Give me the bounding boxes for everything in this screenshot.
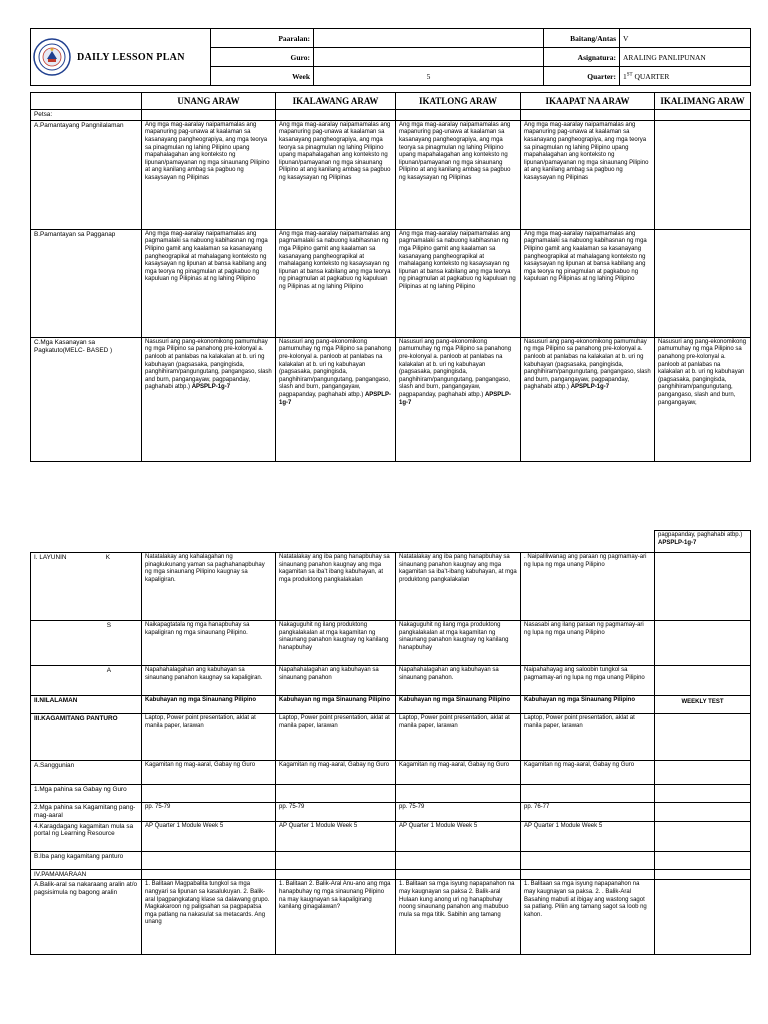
kagamitang-panturo-row <box>31 714 751 761</box>
table-cell <box>655 869 751 880</box>
quarter-value <box>620 67 751 86</box>
pamamaraan-row <box>31 869 751 880</box>
table-cell: Kabuhayan ng mga Sinaunang Pilipino <box>142 696 276 714</box>
table-cell <box>396 869 521 880</box>
table-cell <box>142 337 276 461</box>
table-cell <box>655 229 751 337</box>
layunin-label: I. LAYUNIN <box>34 554 67 561</box>
table-cell: 1. Balitaan sa mga isyung napapanahon na may kaugnayan sa paksa. 2. . Balik-Aral Basahing mabuti at ibigay ang wastong sagot sa patlang. Piliin ang tamang sagot sa loob ng kahon. <box>521 880 655 955</box>
table-cell <box>521 851 655 869</box>
week-value: 5 <box>314 67 544 86</box>
table-cell <box>521 785 655 803</box>
deped-seal-icon <box>33 38 71 76</box>
paaralan-value <box>314 29 544 48</box>
row-label: 2.Mga pahina sa Kagamitang pang-mag-aaral <box>31 803 142 822</box>
day-header-row <box>31 93 751 110</box>
day-header: IKAAPAT NA ARAW <box>521 93 655 110</box>
day-header: IKATLONG ARAW <box>396 93 521 110</box>
paaralan-label: Paaralan: <box>211 29 314 48</box>
page-title: DAILY LESSON PLAN <box>77 51 185 63</box>
table-cell <box>655 531 751 553</box>
row-label: A.Sanggunian <box>31 761 142 785</box>
table-cell <box>655 110 751 121</box>
kasanayan-text: Nasusuri ang pang-ekonomikong pamumuhay ng mga Pilipino sa panahong pre-kolonyal a. panloob at panlabas na kalakalan at b. uri ng kabuhayan (pagsasaka, pangingisda, panghihiram/pangungutang, pangangaso, slash and burn, pangangayaw, pagpapanday, paghahabi atbp.) <box>145 338 272 391</box>
melc-code: APSPLP-1g-7 <box>399 391 511 406</box>
melc-code: APSPLP-1g-7 <box>570 384 610 391</box>
table-cell: 1. Balitaan sa mga isyung napapanahon na may kaugnayan sa paksa 2. Balik-aral Hulaan kung anong uri ng hanapbuhay noong sinaunang panahon ang mabubuo mula sa mga titik. Sabihin ang tamang <box>396 880 521 955</box>
layunin-k-row <box>31 553 751 621</box>
day-header: UNANG ARAW <box>142 93 276 110</box>
quarter-text: QUARTER <box>634 71 670 81</box>
quarter-label: Quarter: <box>544 67 620 86</box>
kasanayan-text: Nasusuri ang pang-ekonomikong pamumuhay ng mga Pilipino sa panahong pre-kolonyal a. panloob at panlabas na kalakalan at b. uri ng kabuhayan (pagsasaka, pangingisda, panghihiram/pangungutang, pangangaso, slash and burn, pangangayaw, pagpapanday, paghahabi atbp.) <box>399 338 512 398</box>
table-cell <box>655 621 751 666</box>
table-cell: Natatalakay ang iba pang hanapbuhay sa sinaunang panahon kaugnay ang mga kagamitan sa iba’t ibang kabuhayan, at mga produktong pangkalakalan <box>276 553 396 621</box>
karagdagang-kagamitan-row <box>31 821 751 851</box>
asignatura-label: Asignatura: <box>544 48 620 67</box>
table-cell: Napahahalagahan ang kabuhayan sa sinaunang panahon <box>276 666 396 696</box>
table-cell: Naikapagtatala ng mga hanapbuhay sa kapaligiran ng mga sinaunang Pilipino. <box>142 621 276 666</box>
lesson-plan-table-2 <box>30 530 750 955</box>
table-cell <box>396 110 521 121</box>
petsa-row <box>31 110 751 121</box>
table-cell: Ang mga mag-aaralay naipamamalas ang mapanuring pag-unawa at kaalaman sa kasanayang pangheograpiya, ang mga teorya sa pinagmulan ng lahing Pilipino upang mapahalagahan ang konteksto ng lipunan/pamayanan ng mga sinaunang Pilipino at ang kanilang ambag sa pagbuo ng kasaysayan ng Pilipinas <box>396 120 521 229</box>
petsa-label: Petsa: <box>31 110 142 121</box>
table-cell: Natatalakay ang kahalagahan ng pinagkukunang yaman sa paghahanapbuhay ng mga sinaunang Pilipino kaugnay sa kapaligiran. <box>142 553 276 621</box>
table-cell: Laptop, Power point presentation, aklat at manila paper, larawan <box>276 714 396 761</box>
layunin-a-row <box>31 666 751 696</box>
table-cell <box>276 110 396 121</box>
table-cell <box>276 851 396 869</box>
week-label: Week <box>211 67 314 86</box>
table-cell: AP Quarter 1 Module Week 5 <box>276 821 396 851</box>
table-cell <box>655 880 751 955</box>
row-label: III.KAGAMITANG PANTURO <box>31 714 142 761</box>
row-label: A.Balik-aral sa nakaraang aralin at/o pagsisimula ng bagong aralin <box>31 880 142 955</box>
table-cell <box>655 666 751 696</box>
table-cell <box>396 785 521 803</box>
table-cell: AP Quarter 1 Module Week 5 <box>396 821 521 851</box>
table-cell: Kabuhayan ng mga Sinaunang Pilipino <box>276 696 396 714</box>
table-cell <box>521 110 655 121</box>
table-cell: AP Quarter 1 Module Week 5 <box>142 821 276 851</box>
table-cell <box>521 337 655 461</box>
baitang-label: Baitang/Antas <box>544 29 620 48</box>
table-cell: Laptop, Power point presentation, aklat at manila paper, larawan <box>521 714 655 761</box>
quarter-number: 1 <box>623 71 627 81</box>
blank-cell <box>521 531 655 553</box>
table-cell: Ang mga mag-aaralay naipamamalas ang mapanuring pag-unawa at kaalaman sa kasanayang pangheograpiya, ang mga teorya sa pinagmulan ng lahing Pilipino upang mapahalagahan ang konteksto ng lipunan/pamayanan ng mga sinaunang Pilipino at ang kanilang ambag sa pagbuo ng kasaysayan ng Pilipinas <box>276 120 396 229</box>
blank-cell <box>142 531 276 553</box>
table-cell: Kabuhayan ng mga Sinaunang Pilipino <box>396 696 521 714</box>
blank-cell <box>276 531 396 553</box>
table-cell <box>142 785 276 803</box>
table-cell: pp. 75-79 <box>396 803 521 822</box>
table-cell <box>521 869 655 880</box>
table-cell: Ang mga mag-aaralay naipamamalas ang pagmamalaki sa nabuong kabihasnan ng mga Pilipino gamit ang kaalaman sa kasanayang pangheograpikal at mahalagang konteksto ng kasaysayan ng lipunan at bansa kabilang ang mga teorya ng pinagmulan at pagkabuo ng kapuluan ng Pilipinas at ng lahing Pilipino <box>142 229 276 337</box>
corner-cell <box>31 93 142 110</box>
guro-value <box>314 48 544 67</box>
table-cell <box>276 869 396 880</box>
table-cell <box>655 803 751 822</box>
table-cell: pp. 75-79 <box>142 803 276 822</box>
quarter-ordinal: ST <box>626 72 633 77</box>
row-label: C.Mga Kasanayan sa Pagkatuto(MELC- BASED ) <box>31 337 142 461</box>
table-cell <box>655 821 751 851</box>
table-cell: 1. Balitaan 2. Balik-Aral Anu-ano ang mga hanapbuhay ng mga sinaunang Pilipino na may kaugnayan sa kapaligirang kanilang ginagalawan? <box>276 880 396 955</box>
table-cell <box>142 851 276 869</box>
table-cell: Ang mga mag-aaralay naipamamalas ang pagmamalaki sa nabuong kabihasnan ng mga Pilipino gamit ang kaalaman sa kasanayang pangheograpikal at mahalagang konteksto ng kasaysayan ng lipunan at bansa kabilang ang mga teorya ng pinagmulan at pagkabuo ng kapuluan ng Pilipinas at ng lahing Pilipino <box>521 229 655 337</box>
table-cell: 1. Balitaan Magpabalita tungkol sa mga nangyari sa lipunan sa kasalukuyan. 2. Balik-aral Ipagpangkatang klase sa dalawang grupo. Magkakaroon ng paligsahan sa pagpapatsa mga patlang na nakasulat sa metacards. Ang unang <box>142 880 276 955</box>
header-logo-cell <box>31 29 211 86</box>
row-label: 1.Mga pahina sa Gabay ng Guro <box>31 785 142 803</box>
dlp-header <box>30 28 750 86</box>
table-cell <box>396 337 521 461</box>
melc-code: APSPLP-1g-7 <box>279 391 391 406</box>
table-cell <box>142 110 276 121</box>
weekly-test-label: WEEKLY TEST <box>655 696 751 714</box>
day-header: IKALAWANG ARAW <box>276 93 396 110</box>
row-label: 4.Karagdagang kagamitan mula sa portal ng Learning Resource <box>31 821 142 851</box>
table-cell <box>655 785 751 803</box>
table-cell: Ang mga mag-aaralay naipamamalas ang mapanuring pag-unawa at kaalaman sa kasanayang pangheograpiya, ang mga teorya sa pinagmulan ng lahing Pilipino upang mapahalagahan ang konteksto ng lipunan/pamayanan ng mga sinaunang Pilipino at ang kanilang ambag sa pagbuo ng kasaysayan ng Pilipinas <box>142 120 276 229</box>
table-cell: Natatalakay ang iba pang hanapbuhay sa sinaunang panahon kaugnay ang mga kagamitan sa iba’t-ibang kabuhayan, at mga produktong pangkalakalan <box>396 553 521 621</box>
iba-pang-kagamitan-row <box>31 851 751 869</box>
table-cell <box>396 851 521 869</box>
table-cell <box>655 120 751 229</box>
table-cell: Nasasabi ang ilang paraan ng pagmamay-ari ng lupa ng mga unang Pilipino <box>521 621 655 666</box>
melc-code: APSPLP-1g-7 <box>658 539 697 546</box>
table-cell: Kagamitan ng mag-aaral, Gabay ng Guro <box>276 761 396 785</box>
row-label: B.Pamantayan sa Pagganap <box>31 229 142 337</box>
table-cell: Kabuhayan ng mga Sinaunang Pilipino <box>521 696 655 714</box>
table-cell: Kagamitan ng mag-aaral, Gabay ng Guro <box>396 761 521 785</box>
layunin-a-label: A <box>31 666 142 696</box>
row-label <box>31 553 142 621</box>
table-cell <box>276 337 396 461</box>
baitang-value: V <box>620 29 751 48</box>
layunin-s-row <box>31 621 751 666</box>
nilalaman-row <box>31 696 751 714</box>
row-label: A.Pamantayang Pangnilalaman <box>31 120 142 229</box>
table-cell: pp. 76-77 <box>521 803 655 822</box>
table-cell: Ang mga mag-aaralay naipamamalas ang pagmamalaki sa nabuong kabihasnan ng mga Pilipino gamit ang kaalaman sa kasanayang pangheograpikal at mahalagang konteksto ng kasaysayan ng lipunan at bansa kabilang ang mga teorya ng pinagmulan at pagkabuo ng kapuluan ng Pilipinas at ng lahing Pilipino <box>396 229 521 337</box>
table-cell: Kagamitan ng mag-aaral, Gabay ng Guro <box>142 761 276 785</box>
layunin-k-label: K <box>105 554 110 561</box>
table-cell <box>655 714 751 761</box>
pamantayang-pangnilalaman-row <box>31 120 751 229</box>
table-cell <box>142 869 276 880</box>
table-cell: Nakaguguhit ng ilang produktong pangkalakalan at mga kagamitan ng sinaunang panahon kaugnay ng kanilang hanapbuhay <box>276 621 396 666</box>
sanggunian-row <box>31 761 751 785</box>
kasanayan-text: Nasusuri ang pang-ekonomikong pamumuhay ng mga Pilipino sa panahong pre-kolonyal a. panloob at panlabas na kalakalan at b. uri ng kabuhayan (pagsasaka, pangingisda, panghihiram/pangungutang, pangangaso, slash and burn, pangangayaw, pagpapanday, paghahabi atbp.) <box>279 338 392 398</box>
table-cell: Naipahahayag ang saloobin tungkol sa pagmamay-ari ng lupa ng mga unang Pilipino <box>521 666 655 696</box>
table-cell: Ang mga mag-aaralay naipamamalas ang mapanuring pag-unawa at kaalaman sa kasanayang pangheograpiya, ang mga teorya sa pinagmulan ng lahing Pilipino upang mapahalagahan ang konteksto ng lipunan/pamayanan ng mga sinaunang Pilipino at ang kanilang ambag sa pagbuo ng kasaysayan ng Pilipinas <box>521 120 655 229</box>
mga-kasanayan-row <box>31 337 751 461</box>
continuation-row <box>31 531 751 553</box>
table-cell: Laptop, Power point presentation, aklat at manila paper, larawan <box>396 714 521 761</box>
table-cell: Ang mga mag-aaralay naipamamalas ang pagmamalaki sa nabuong kabihasnan ng mga Pilipino gamit ang kaalaman sa kasanayang pangheograpikal at mahalagang konteksto ng kasaysayan ng lipunan at bansa kabilang ang mga teorya ng pinagmulan at pagkabuo ng kapuluan ng Pilipinas at ng lahing Pilipino <box>276 229 396 337</box>
table-cell: Kagamitan ng mag-aaral, Gabay ng Guro <box>521 761 655 785</box>
melc-code: APSPLP-1g-7 <box>191 384 231 391</box>
table-cell: Napahahalagahan ang kabuhayan sa sinaunang panahon kaugnay sa kapaligiran. <box>142 666 276 696</box>
table-cell <box>655 553 751 621</box>
table-cell: Nakaguguhit ng ilang mga produktong pangkalakalan at mga kagamitan ng sinaunang panahon kaugnay ng kanilang hanapbuhay <box>396 621 521 666</box>
layunin-s-label: S <box>31 621 142 666</box>
lesson-plan-table-1 <box>30 92 750 462</box>
table-cell: . Naipaliliwanag ang paraan ng pagmamay-ari ng lupa ng mga unang Pilipino <box>521 553 655 621</box>
row-label: IV.PAMAMARAAN <box>31 869 142 880</box>
table-cell: Napahahalagahan ang kabuhayan sa sinaunang panahon. <box>396 666 521 696</box>
kasanayan-text: pagpapanday, paghahabi atbp.) <box>658 532 743 538</box>
guro-label: Guro: <box>211 48 314 67</box>
blank-cell <box>396 531 521 553</box>
balik-aral-row <box>31 880 751 955</box>
table-cell: AP Quarter 1 Module Week 5 <box>521 821 655 851</box>
day-header: IKALIMANG ARAW <box>655 93 751 110</box>
table-cell <box>276 785 396 803</box>
kasanayan-text: Nasusuri ang pang-ekonomikong pamumuhay ng mga Pilipino sa panahong pre-kolonyal a. panloob at panlabas na kalakalan at b. uri ng kabuhayan (pagsasaka, pangingisda, panghihiram/pangungutang, pangangaso, slash and burn, pangangayaw, pagpapanday, paghahabi atbp.) <box>524 338 651 391</box>
blank-cell <box>31 531 142 553</box>
table-cell <box>655 851 751 869</box>
row-label: II.NILALAMAN <box>31 696 142 714</box>
table-cell <box>655 761 751 785</box>
gabay-ng-guro-row <box>31 785 751 803</box>
kagamitang-pang-mag-aaral-row <box>31 803 751 822</box>
pamantayan-sa-pagganap-row <box>31 229 751 337</box>
table-cell: pp. 75-79 <box>276 803 396 822</box>
row-label: B.Iba pang kagamitang panturo <box>31 851 142 869</box>
asignatura-value: ARALING PANLIPUNAN <box>620 48 751 67</box>
table-cell: Nasusuri ang pang-ekonomikong pamumuhay ng mga Pilipino sa panahong pre-kolonyal a. panloob at panlabas na kalakalan at b. uri ng kabuhayan (pagsasaka, pangingisda, panghihiram/pangungutang, pangangaso, slash and burn, pangangayaw, <box>655 337 751 461</box>
table-cell: Laptop, Power point presentation, aklat at manila paper, larawan <box>142 714 276 761</box>
